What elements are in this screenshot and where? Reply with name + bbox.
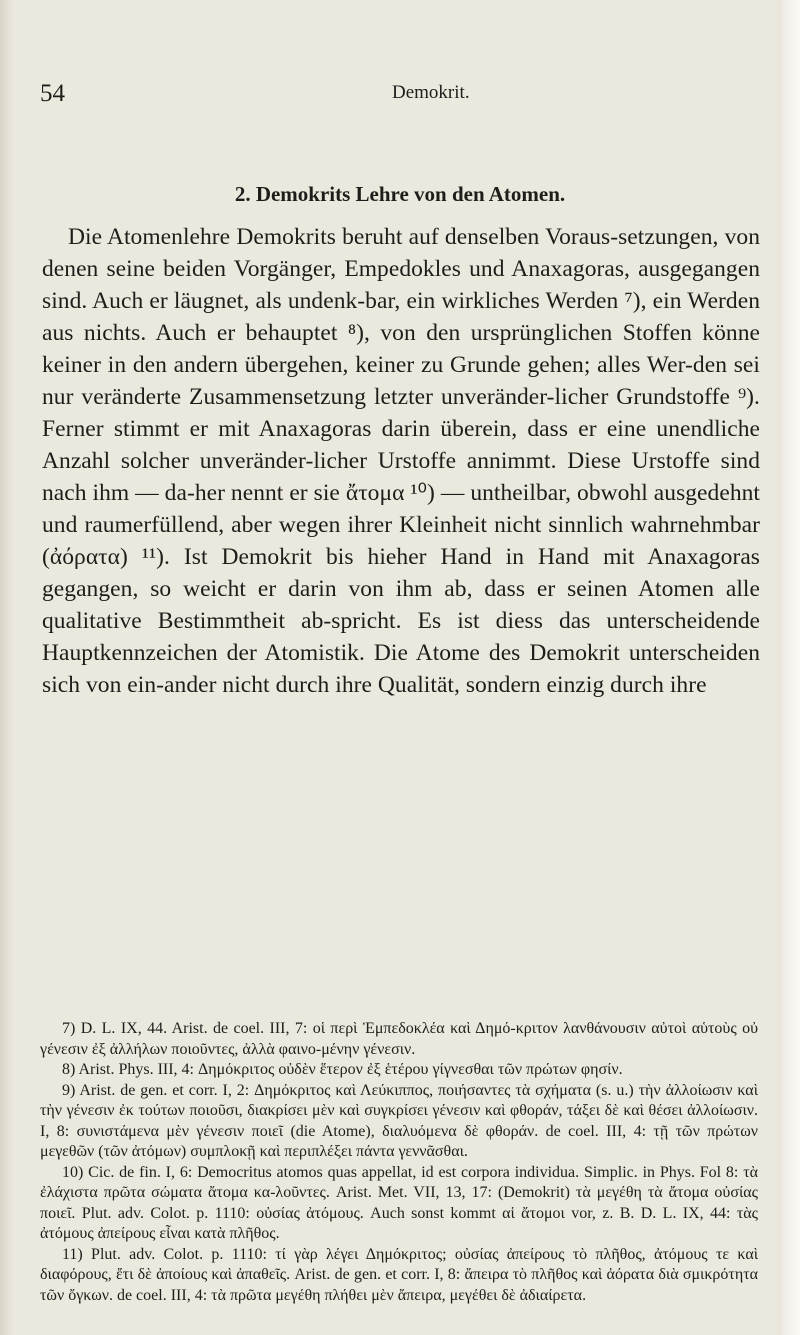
page-header bbox=[0, 80, 800, 110]
running-head: Demokrit. bbox=[392, 82, 470, 103]
footnotes bbox=[40, 1019, 758, 1306]
section-title: 2. Demokrits Lehre von den Atomen. bbox=[234, 182, 566, 206]
footnote-9: 9) Arist. de gen. et corr. I, 2: Δημόκριτος καὶ Λεύκιππος, ποιήσαντες τὰ σχήματα (s. u.) τὴν ἀλλοίωσιν καὶ τὴν γένεσιν ἐκ τούτων ποιοῦσι, διακρίσει μὲν καὶ συγκρίσει γένεσιν καὶ φθοράν, τάξει δὲ καὶ θέσει ἀλλοίωσιν. I, 8: συνιστάμενα μὲν γένεσιν ποιεῖ (die Atome), διαλυόμενα δὲ φθοράν. de coel. III, 4: τῇ τῶν πρώτων μεγεθῶν (τῶν ἀτόμων) συμπλοκῇ καὶ περιπλέξει πάντα γεννᾶσθαι. bbox=[40, 1081, 758, 1160]
footnote-11: 11) Plut. adv. Colot. p. 1110: τί γὰρ λέγει Δημόκριτος; οὐσίας ἀπείρους τὸ πλῆθος, ἀτόμους τε καὶ διαφόρους, ἔτι δὲ ἀποίους καὶ ἀπαθεῖς. Arist. de gen. et corr. I, 8: ἄπειρα τὸ πλῆθος καὶ ἀόρατα διὰ σμικρότητα τῶν ὄγκων. de coel. III, 4: τὰ πρῶτα μεγέθη πλήθει μὲν ἄπειρα, μεγέθει δὲ ἀδιαίρετα. bbox=[40, 1245, 758, 1304]
footnote-10: 10) Cic. de fin. I, 6: Democritus atomos quas appellat, id est corpora individua. Simplic. in Phys. Fol 8: τὰ ἐλάχιστα πρῶτα σώματα ἄτομα κα-λοῦντες. Arist. Met. VII, 13, 17: (Demokrit) τὰ μεγέθη τὰ ἄτομα οὐσίας ποιεῖ. Plut. adv. Colot. p. 1110: οὐσίας ἀτόμους. Auch sonst kommt αἱ ἄτομοι vor, z. B. D. L. IX, 44: τὰς ἀτόμους ἀπείρους εἶναι κατὰ πλῆθος. bbox=[40, 1163, 758, 1242]
footnote-8: 8) Arist. Phys. III, 4: Δημόκριτος οὐδὲν ἕτερον ἐξ ἑτέρου γίγνεσθαι τῶν πρώτων φησίν. bbox=[62, 1061, 623, 1078]
body-paragraph: Die Atomenlehre Demokrits beruht auf denselben Voraus-setzungen, von denen seine beiden Vorgänger, Empedokles und Anaxagoras, ausgegangen sind. Auch er läugnet, als undenk-bar, ein wirkliches Werden ⁷), ein Werden aus nichts. Auch er behauptet ⁸), von den ursprünglichen Stoffen könne keiner in den andern übergehen, keiner zu Grunde gehen; alles Wer-den sei nur veränderte Zusammensetzung letzter unveränder-licher Grundstoffe ⁹). Ferner stimmt er mit Anaxagoras darin überein, dass er eine unendliche Anzahl solcher unveränder-licher Urstoffe annimmt. Diese Urstoffe sind nach ihm — da-her nennt er sie ἄτομα ¹⁰) — untheilbar, obwohl ausgedehnt und raumerfüllend, aber wegen ihrer Kleinheit nicht sinnlich wahrnehmbar (ἀόρατα) ¹¹). Ist Demokrit bis hieher Hand in Hand mit Anaxagoras gegangen, so weicht er darin von ihm ab, dass er seinen Atomen alle qualitative Bestimmtheit ab-spricht. Es ist diess das unterscheidende Hauptkennzeichen der Atomistik. Die Atome des Demokrit unterscheiden sich von ein-ander nicht durch ihre Qualität, sondern einzig durch ihre bbox=[42, 224, 760, 698]
page-number: 54 bbox=[40, 80, 65, 107]
footnote-7: 7) D. L. IX, 44. Arist. de coel. III, 7: οἱ περὶ Ἐμπεδοκλέα καὶ Δημό-κριτον λανθάνουσιν αὐτοὶ αὑτοὺς οὐ γένεσιν ἐξ ἀλλήλων ποιοῦντες, ἀλλὰ φαινο-μένην γένεσιν. bbox=[40, 1020, 758, 1058]
